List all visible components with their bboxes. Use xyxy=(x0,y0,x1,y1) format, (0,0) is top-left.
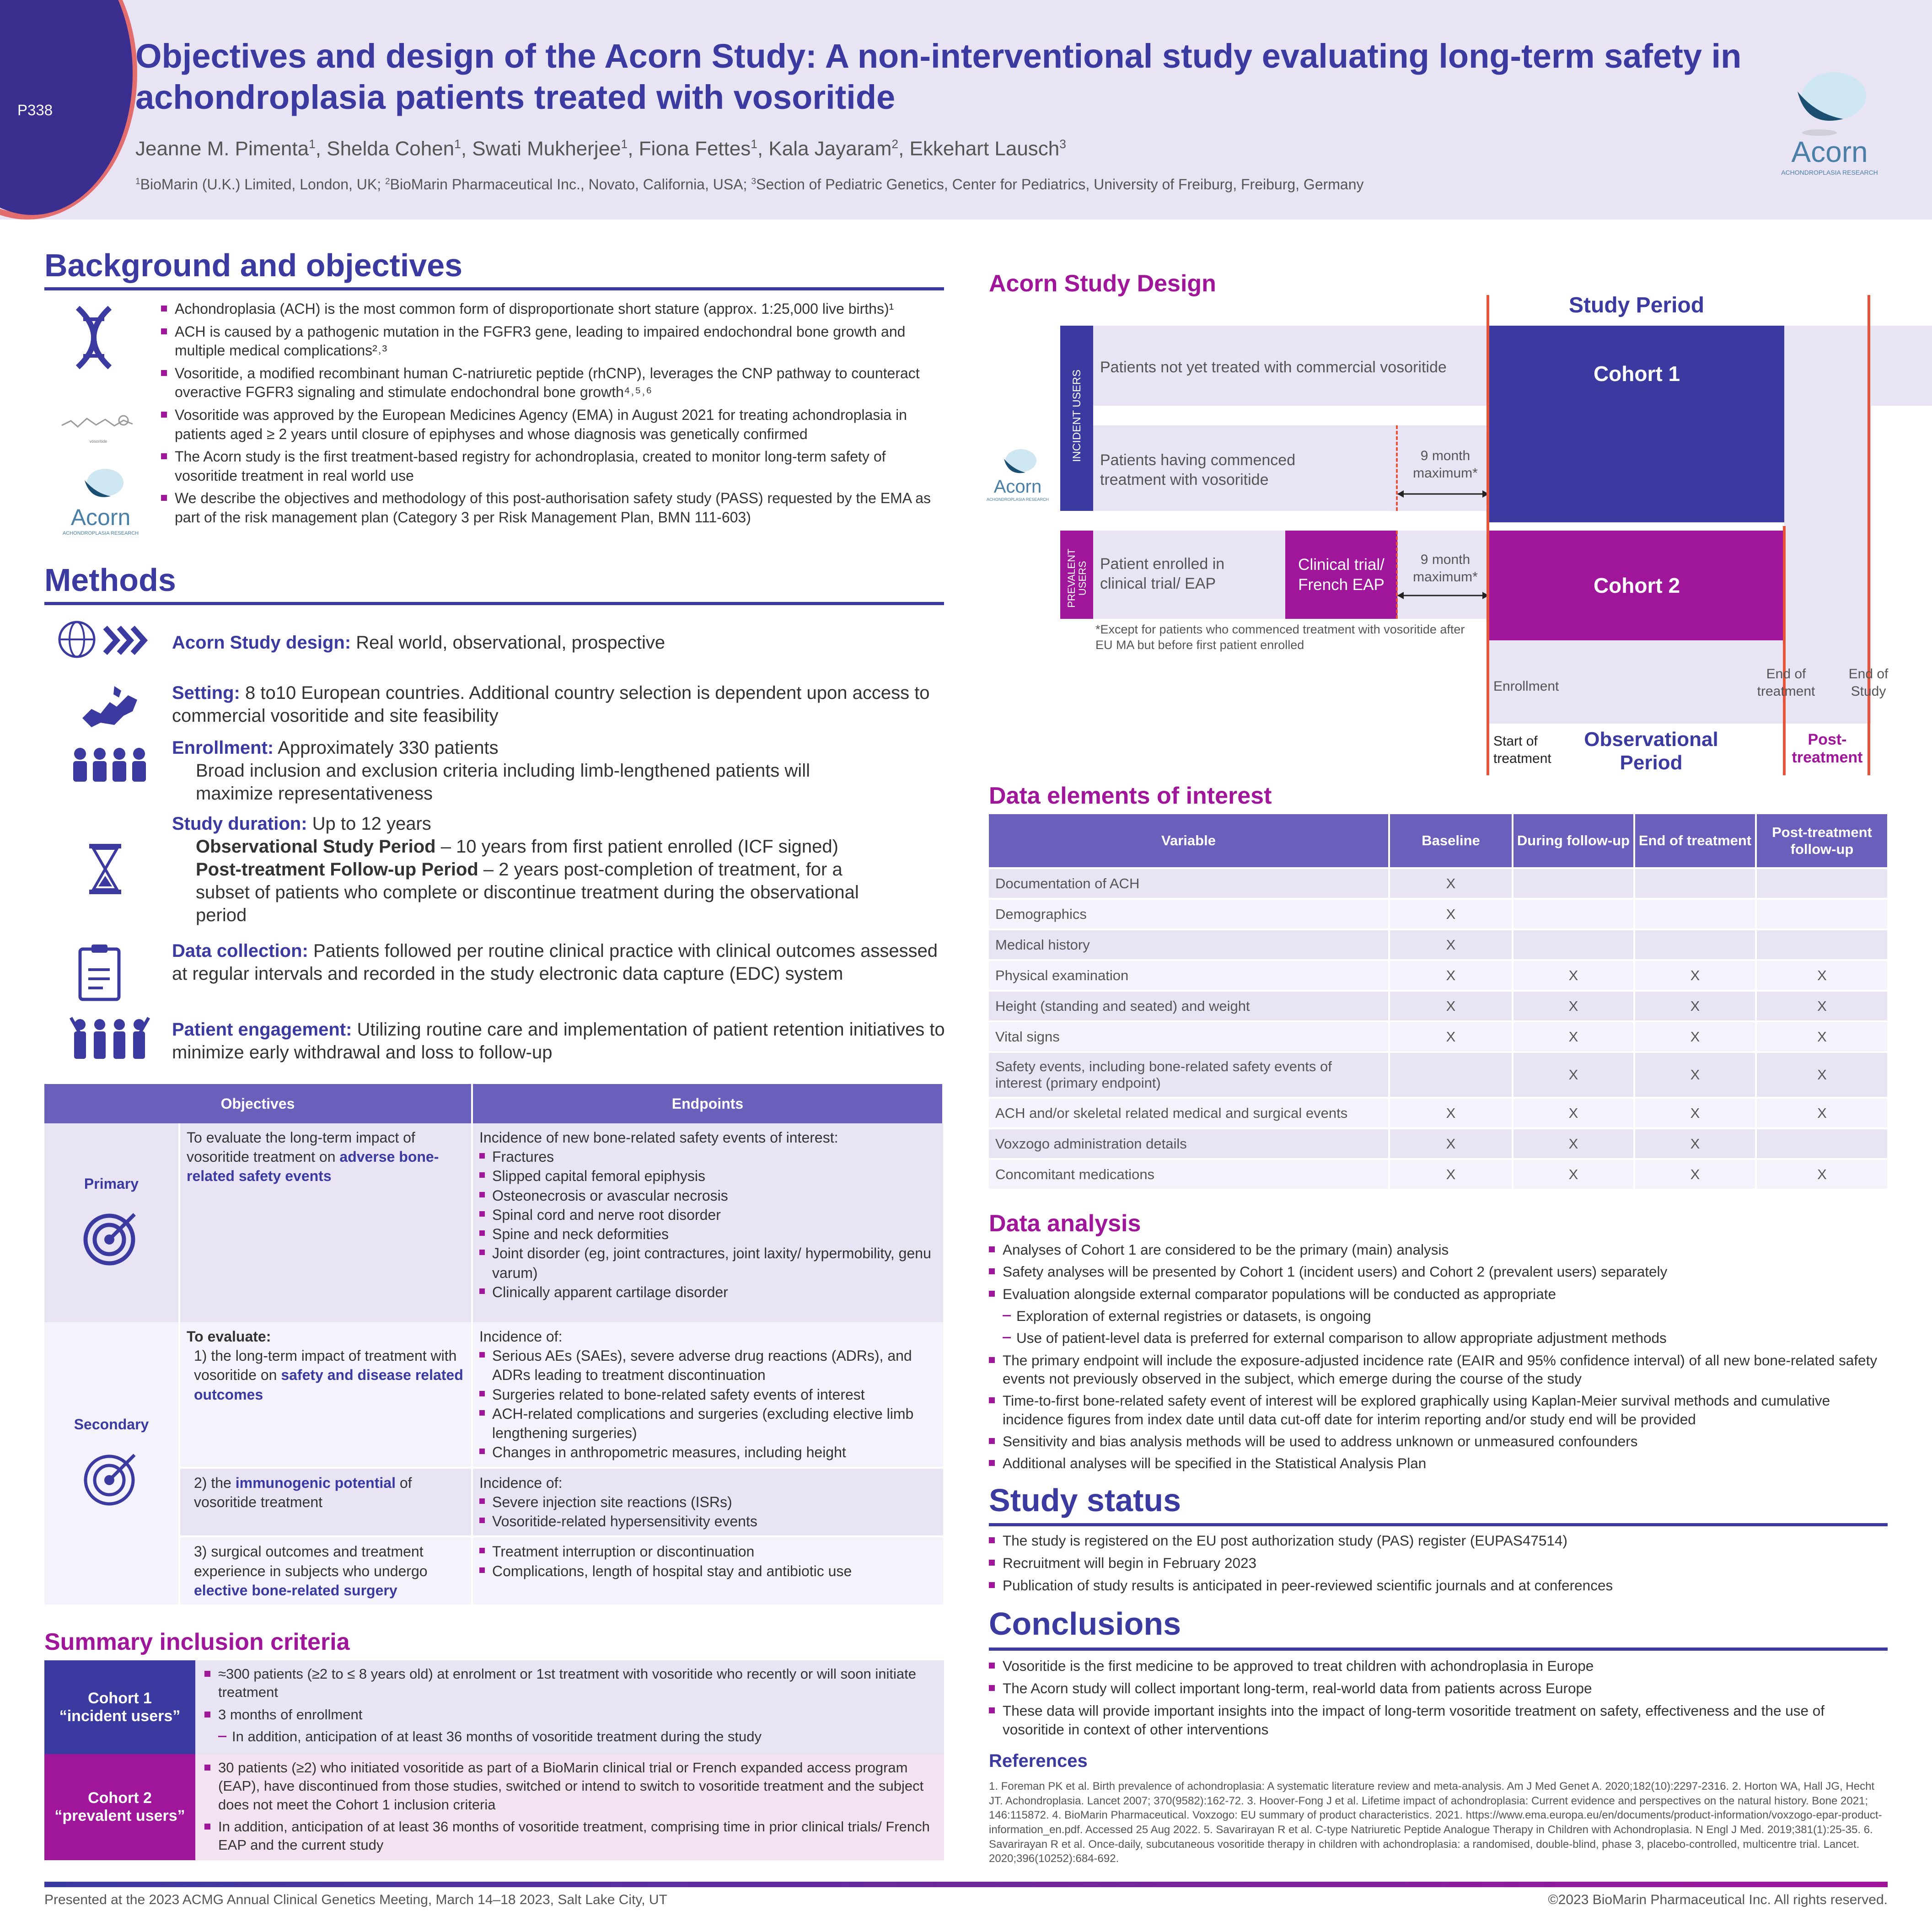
list-item: Exploration of external registries or datasets, is ongoing xyxy=(989,1307,1888,1325)
cohort1-label: Cohort 1 “incident users” xyxy=(44,1660,195,1754)
dash-line-b xyxy=(1396,531,1398,619)
row-cell xyxy=(1756,1128,1888,1159)
row-cell: X xyxy=(1389,1128,1513,1159)
secondary-objective-2: 2) the immunogenic potential of vosoritide treatment xyxy=(179,1468,472,1537)
europe-map-icon xyxy=(73,682,142,734)
row-clinical-trial-label: Patient enrolled in clinical trial/ EAP xyxy=(1100,555,1225,592)
poster-title: Objectives and design of the Acorn Study: A non-interventional study evaluating long-term safety in achondroplasia patients treated with vosoritide xyxy=(135,37,1742,117)
row-variable: Documentation of ACH xyxy=(989,868,1389,899)
col-baseline: Baseline xyxy=(1389,814,1513,868)
table-row xyxy=(989,899,1888,929)
row-cell: X xyxy=(1389,868,1513,899)
table-row xyxy=(989,1128,1888,1159)
list-item: ACH is caused by a pathogenic mutation in the FGFR3 gene, leading to impaired endochondral bone growth and multiple medical complications²˒³ xyxy=(161,322,943,360)
col-during: During follow-up xyxy=(1513,814,1634,868)
row-cell: X xyxy=(1389,991,1513,1021)
list-item: Recruitment will begin in February 2023 xyxy=(989,1554,1888,1572)
row-cell xyxy=(1634,899,1756,929)
list-item: Vosoritide was approved by the European Medicines Agency (EMA) in August 2021 for treating achondroplasia in patients aged ≥ 2 years until closure of epiphyses and whose diagnosis was genetically confirmed xyxy=(161,406,943,444)
data-analysis-bullets xyxy=(989,1240,1888,1476)
table-row xyxy=(989,1098,1888,1128)
row-cell: X xyxy=(1756,960,1888,991)
globe-arrows-icon xyxy=(55,617,156,670)
footer-left: Presented at the 2023 ACMG Annual Clinical Genetics Meeting, March 14–18 2023, Salt Lake City, UT xyxy=(44,1892,667,1907)
list-item: Severe injection site reactions (ISRs) xyxy=(479,1492,937,1512)
nine-month-b: 9 month maximum* xyxy=(1413,552,1478,585)
acorn-logo-icon xyxy=(1766,64,1894,142)
objectives-table xyxy=(44,1084,944,1605)
row-commenced-label: Patients having commenced treatment with vosoritide xyxy=(1100,451,1296,488)
row-cell: X xyxy=(1634,1128,1756,1159)
data-elements-table xyxy=(989,814,1889,1191)
row-cell: X xyxy=(1634,1159,1756,1190)
row-cell: X xyxy=(1756,991,1888,1021)
conclusions-heading: Conclusions xyxy=(989,1606,1181,1642)
acorn-small-logo-text: Acorn xyxy=(70,504,131,530)
list-item: In addition, anticipation of at least 36 months of vosoritide treatment, comprising time in prior clinical trials/ French EAP and the current study xyxy=(204,1818,936,1855)
list-item: Achondroplasia (ACH) is the most common form of disproportionate short stature (approx. 1:25,000 live births)¹ xyxy=(161,300,943,319)
list-item: Time-to-first bone-related safety event of interest will be explored graphically using Kaplan-Meier survival methods and cumulative incidence figures from index date until data cut-off date for interim reporting and/or study end will be provided xyxy=(989,1391,1888,1428)
row-cell: X xyxy=(1756,1098,1888,1128)
background-bullets xyxy=(161,300,943,531)
study-duration-text: Study duration: Up to 12 years Observational Study Period – 10 years from first patient enrolled (ICF signed) Post-treatment Follow-up Period – 2 years post-completion of treatment, for a subset of patients who complete or discontinue treatment during the observational period xyxy=(172,814,859,925)
conclusions-rule xyxy=(989,1648,1888,1651)
footer-bar xyxy=(44,1882,1888,1887)
study-status-rule xyxy=(989,1523,1888,1526)
row-cell: X xyxy=(1513,1021,1634,1052)
list-item: Vosoritide-related hypersensitivity events xyxy=(479,1512,937,1531)
patient-engagement-text: Patient engagement: Utilizing routine care and implementation of patient retention initiatives to minimize early withdrawal and loss to follow-up xyxy=(172,1020,945,1063)
list-item: Publication of study results is anticipated in peer-reviewed scientific journals and at conferences xyxy=(989,1576,1888,1595)
row-variable: Height (standing and seated) and weight xyxy=(989,991,1389,1021)
list-item: The study is registered on the EU post authorization study (PAS) register (EUPAS47514) xyxy=(989,1531,1888,1550)
start-treatment-label: Start of treatment xyxy=(1493,734,1551,766)
list-item: Surgeries related to bone-related safety events of interest xyxy=(479,1385,937,1404)
list-item: Spine and neck deformities xyxy=(479,1224,937,1244)
end-study-line xyxy=(1868,295,1870,775)
cohort1-criteria xyxy=(195,1660,944,1754)
list-item: The Acorn study is the first treatment-based registry for achondroplasia, created to monitor long-term safety of vosoritide treatment in real world use xyxy=(161,447,943,485)
background-rule xyxy=(44,287,944,290)
end-treatment-label: End of treatment xyxy=(1757,666,1815,699)
start-line xyxy=(1487,295,1489,775)
table-row xyxy=(989,991,1888,1021)
list-item: Serious AEs (SAEs), severe adverse drug reactions (ADRs), and ADRs leading to treatment discontinuation xyxy=(479,1346,937,1385)
col-variable: Variable xyxy=(989,814,1389,868)
table-row xyxy=(989,929,1888,960)
objectives-header: Objectives xyxy=(44,1084,472,1123)
molecule-icon xyxy=(59,409,137,444)
row-variable: Demographics xyxy=(989,899,1389,929)
primary-endpoints: Incidence of new bone-related safety events of interest: Fractures Slipped capital femoral epiphysis Osteonecrosis or avascular necrosis Spinal cord and nerve root disorder Spine and neck deformities Joint disorder (eg, joint contractures, joint laxity/ hypermobility, genu varum) Clinically apparent cartilage disorder xyxy=(472,1123,943,1322)
table-row xyxy=(989,1052,1888,1098)
row-cell xyxy=(1634,868,1756,899)
row-cell: X xyxy=(1389,929,1513,960)
acorn-diagram-logo-sub: ACHONDROPLASIA RESEARCH xyxy=(986,497,1049,502)
study-design-heading: Acorn Study Design xyxy=(989,270,1216,297)
row-cell: X xyxy=(1389,1021,1513,1052)
list-item: ACH-related complications and surgeries (excluding elective limb lengthening surgeries) xyxy=(479,1404,937,1443)
study-design-text: Acorn Study design: Real world, observational, prospective xyxy=(172,633,665,653)
list-item: The primary endpoint will include the exposure-adjusted incidence rate (EAIR and 95% confidence interval) of all new bone-related safety events not previously observed in the subject, which emerge during the course of the study xyxy=(989,1351,1888,1388)
row-cell: X xyxy=(1389,1098,1513,1128)
list-item: Sensitivity and bias analysis methods will be used to address unknown or unmeasured confounders xyxy=(989,1432,1888,1450)
table-row xyxy=(989,868,1888,899)
row-cell: X xyxy=(1634,991,1756,1021)
methods-heading: Methods xyxy=(44,562,176,598)
row-variable: Voxzogo administration details xyxy=(989,1128,1389,1159)
methods-rule xyxy=(44,602,944,605)
row-cell xyxy=(1513,929,1634,960)
target-icon xyxy=(82,1208,141,1267)
secondary-objective-3: 3) surgical outcomes and treatment experience in subjects who undergo elective bone-related surgery xyxy=(179,1536,472,1605)
row-cell: X xyxy=(1634,1021,1756,1052)
acorn-logo-text: Acorn xyxy=(1791,135,1868,168)
list-item: Vosoritide is the first medicine to be approved to treat children with achondroplasia in Europe xyxy=(989,1657,1888,1675)
cohort2-criteria xyxy=(195,1754,944,1860)
list-item: Clinically apparent cartilage disorder xyxy=(479,1283,937,1302)
nine-month-a: 9 month maximum* xyxy=(1413,448,1478,481)
table-row xyxy=(989,1021,1888,1052)
row-cell: X xyxy=(1513,1128,1634,1159)
prevalent-users-label: PREVALENT USERS xyxy=(1065,548,1088,608)
secondary-row-label: Secondary xyxy=(44,1322,179,1605)
col-end-treatment: End of treatment xyxy=(1634,814,1756,868)
acorn-diagram-logo-text: Acorn xyxy=(993,477,1042,497)
row-variable: Physical examination xyxy=(989,960,1389,991)
row-cell: X xyxy=(1634,960,1756,991)
acorn-diagram-logo-icon xyxy=(983,446,1052,478)
post-treatment-label: Post-treatment xyxy=(1792,731,1863,766)
data-elements-heading: Data elements of interest xyxy=(989,783,1272,809)
table-row xyxy=(989,1159,1888,1190)
enrollment-text: Enrollment: Approximately 330 patients Broad inclusion and exclusion criteria including limb-lengthened patients will maximize representativeness xyxy=(172,738,810,804)
row-variable: Concomitant medications xyxy=(989,1159,1389,1190)
acorn-small-logo-sub: ACHONDROPLASIA RESEARCH xyxy=(62,531,139,536)
secondary-endpoints-1: Incidence of: Serious AEs (SAEs), severe adverse drug reactions (ADRs), and ADRs leading to treatment discontinuation Surgeries related to bone-related safety events of interest ACH-related complications and surgeries (excluding elective limb lengthening surgeries) Changes in anthropometric measures, including height xyxy=(472,1322,943,1468)
conclusions-bullets xyxy=(989,1657,1888,1743)
design-footnote: *Except for patients who commenced treatment with vosoritide after EU MA but before first patient enrolled xyxy=(1095,623,1465,652)
authors: Jeanne M. Pimenta$^1$, Shelda Cohen$^1$, Swati Mukherjee$^1$, Fiona Fettes$^1$, Kala Jayaram$^2$, Ekkehart Lausch$^3$ xyxy=(135,137,1066,160)
table-row xyxy=(989,960,1888,991)
list-item: 3 months of enrollment xyxy=(204,1706,936,1724)
row-variable: Medical history xyxy=(989,929,1389,960)
cohort2-box: Cohort 2 xyxy=(1489,531,1784,640)
row-cell: X xyxy=(1513,960,1634,991)
row-cell: X xyxy=(1634,1098,1756,1128)
row-variable: Safety events, including bone-related safety events of interest (primary endpoint) xyxy=(989,1052,1389,1098)
row-cell: X xyxy=(1389,960,1513,991)
list-item: Complications, length of hospital stay and antibiotic use xyxy=(479,1562,937,1581)
row-cell xyxy=(1756,868,1888,899)
dash-line-a xyxy=(1396,425,1398,511)
acorn-diagram-logo xyxy=(983,446,1052,502)
poster-id: P338 xyxy=(17,102,53,118)
list-item: Evaluation alongside external comparator populations will be conducted as appropriate xyxy=(989,1285,1888,1303)
row-cell: X xyxy=(1513,991,1634,1021)
row-cell xyxy=(1756,929,1888,960)
acorn-small-logo xyxy=(59,464,142,536)
inclusion-heading: Summary inclusion criteria xyxy=(44,1629,350,1655)
row-cell xyxy=(1513,899,1634,929)
study-period-label: Study Period xyxy=(1569,293,1705,317)
row-cell: X xyxy=(1756,1159,1888,1190)
row-cell xyxy=(1513,868,1634,899)
acorn-small-logo-icon xyxy=(59,464,142,505)
references-text: 1. Foreman PK et al. Birth prevalence of achondroplasia: A systematic literature review and meta-analysis. Am J Med Genet A. 2020;182(10):2297-2316. 2. Horton WA, Hall JG, Hecht JT. Achondroplasia. Lancet 2007; 370(9582):162-72. 3. Hoover-Fong J et al. Lifetime impact of achondroplasia: Current evidence and perspectives on the natural history. Bone 2021; 146:115872. 4. BioMarin Pharmaceutical. Voxzogo: EU summary of product characteristics. 2021. https://www.ema.europa.eu/en/documents/product-information/voxzogo-epar-product-information_en.pdf. Accessed 25 Aug 2022. 5. Savarirayan R et al. C-type Natriuretic Peptide Analogue Therapy in Children with Achondroplasia. N Engl J Med. 2019;381(1):25-35. 6. Savarirayan R et al. Once-daily, subcutaneous vosoritide therapy in children with achondroplasia: a randomised, double-blind, phase 3, placebo-controlled, multicentre trial. Lancet. 2020;396(10252):684-692. xyxy=(989,1780,1882,1865)
row-cell: X xyxy=(1634,1052,1756,1098)
study-status-bullets xyxy=(989,1531,1888,1599)
row-cell xyxy=(1389,1052,1513,1098)
list-item: Additional analyses will be specified in the Statistical Analysis Plan xyxy=(989,1454,1888,1472)
primary-objective: To evaluate the long-term impact of vosoritide treatment on adverse bone-related safety events xyxy=(179,1123,472,1322)
list-item: These data will provide important insights into the impact of long-term vosoritide treatment on safety, effectiveness and the use of vosoritide in context of other interventions xyxy=(989,1701,1888,1739)
engagement-icon xyxy=(69,1013,151,1066)
secondary-endpoints-2: Incidence of: Severe injection site reactions (ISRs) Vosoritide-related hypersensitivity events xyxy=(472,1468,943,1537)
row-variable: Vital signs xyxy=(989,1021,1389,1052)
row-cell: X xyxy=(1513,1098,1634,1128)
data-collection-text: Data collection: Patients followed per routine clinical practice with clinical outcomes assessed at regular intervals and recorded in the study electronic data capture (EDC) system xyxy=(172,941,938,984)
row-not-treated-label: Patients not yet treated with commercial vosoritide xyxy=(1100,359,1447,376)
target-icon xyxy=(82,1448,141,1508)
hourglass-icon xyxy=(87,842,123,899)
data-analysis-heading: Data analysis xyxy=(989,1210,1141,1237)
secondary-objective-1: To evaluate: 1) the long-term impact of treatment with vosoritide on safety and disease related outcomes xyxy=(179,1322,472,1468)
people-icon xyxy=(69,746,151,798)
list-item: Slipped capital femoral epiphysis xyxy=(479,1166,937,1186)
row-cell: X xyxy=(1756,1021,1888,1052)
clinical-trial-box: Clinical trial/ French EAP xyxy=(1285,531,1397,619)
row-variable: ACH and/or skeletal related medical and surgical events xyxy=(989,1098,1389,1128)
background-heading: Background and objectives xyxy=(44,247,463,283)
list-item: The Acorn study will collect important long-term, real-world data from patients across Europe xyxy=(989,1679,1888,1698)
row-cell xyxy=(1756,899,1888,929)
molecule-label: vosoritide xyxy=(89,439,107,444)
acorn-logo-sub: ACHONDROPLASIA RESEARCH xyxy=(1781,169,1878,176)
row-cell: X xyxy=(1513,1052,1634,1098)
row-cell: X xyxy=(1389,1159,1513,1190)
list-item: Joint disorder (eg, joint contractures, joint laxity/ hypermobility, genu varum) xyxy=(479,1244,937,1282)
list-item: Changes in anthropometric measures, including height xyxy=(479,1443,937,1462)
interval-arrows xyxy=(1393,412,1498,622)
list-item: Analyses of Cohort 1 are considered to be the primary (main) analysis xyxy=(989,1240,1888,1259)
list-item: We describe the objectives and methodology of this post-authorisation safety study (PASS) requested by the EMA as part of the risk management plan (Category 3 per Risk Management Plan, BMN 111-603) xyxy=(161,489,943,527)
primary-row-label: Primary xyxy=(44,1123,179,1322)
list-item: In addition, anticipation of at least 36 months of vosoritide treatment during the study xyxy=(204,1728,936,1746)
list-item: Use of patient-level data is preferred for external comparison to allow appropriate adjustment methods xyxy=(989,1329,1888,1347)
list-item: Treatment interruption or discontinuation xyxy=(479,1542,937,1561)
row-cell: X xyxy=(1389,899,1513,929)
list-item: Vosoritide, a modified recombinant human C-natriuretic peptide (rhCNP), leverages the CNP pathway to counteract overactive FGFR3 signaling and stimulate endochondral bone growth⁴˒⁵˒⁶ xyxy=(161,364,943,402)
clipboard-icon xyxy=(75,942,126,1004)
secondary-endpoints-3 xyxy=(472,1536,943,1605)
endpoints-header: Endpoints xyxy=(472,1084,943,1123)
post-treatment-band xyxy=(1784,326,1871,724)
setting-text: Setting: 8 to10 European countries. Additional country selection is dependent upon access to commercial vosoritide and site feasibility xyxy=(172,683,930,726)
affiliations: $^1$BioMarin (U.K.) Limited, London, UK; $^2$BioMarin Pharmaceutical Inc., Novato, California, USA; $^3$Section of Pediatric Genetics, Center for Pediatrics, University of Freiburg, Freiburg, Germany xyxy=(135,176,1364,193)
cohort1-box: Cohort 1 xyxy=(1489,326,1784,522)
list-item: Spinal cord and nerve root disorder xyxy=(479,1205,937,1224)
row-cell xyxy=(1634,929,1756,960)
dna-icon xyxy=(73,306,114,372)
end-treatment-line xyxy=(1783,526,1786,775)
incident-users-label: INCIDENT USERS xyxy=(1071,369,1083,462)
list-item: ≈300 patients (≥2 to ≤ 8 years old) at enrolment or 1st treatment with vosoritide who recently or will soon initiate treatment xyxy=(204,1665,936,1702)
enrollment-label: Enrollment xyxy=(1493,679,1559,694)
col-post-treatment: Post-treatment follow-up xyxy=(1756,814,1888,868)
footer-right: ©2023 BioMarin Pharmaceutical Inc. All rights reserved. xyxy=(1548,1892,1888,1907)
row-cell: X xyxy=(1513,1159,1634,1190)
list-item: Osteonecrosis or avascular necrosis xyxy=(479,1186,937,1205)
observational-period-label: Observational Period xyxy=(1584,728,1718,774)
list-item: Safety analyses will be presented by Cohort 1 (incident users) and Cohort 2 (prevalent users) separately xyxy=(989,1262,1888,1281)
cohort2-label: Cohort 2 “prevalent users” xyxy=(44,1754,195,1860)
end-study-label: End of Study xyxy=(1848,666,1889,699)
list-item: Fractures xyxy=(479,1147,937,1166)
row-cell: X xyxy=(1756,1052,1888,1098)
list-item: 30 patients (≥2) who initiated vosoritide as part of a BioMarin clinical trial or French expanded access program (EAP), have discontinued from those studies, switched or intend to switch to vosoritide treatment and the subject does not meet the Cohort 1 inclusion criteria xyxy=(204,1759,936,1814)
references-heading: References xyxy=(989,1751,1088,1771)
study-status-heading: Study status xyxy=(989,1482,1181,1518)
acorn-logo xyxy=(1766,64,1894,183)
